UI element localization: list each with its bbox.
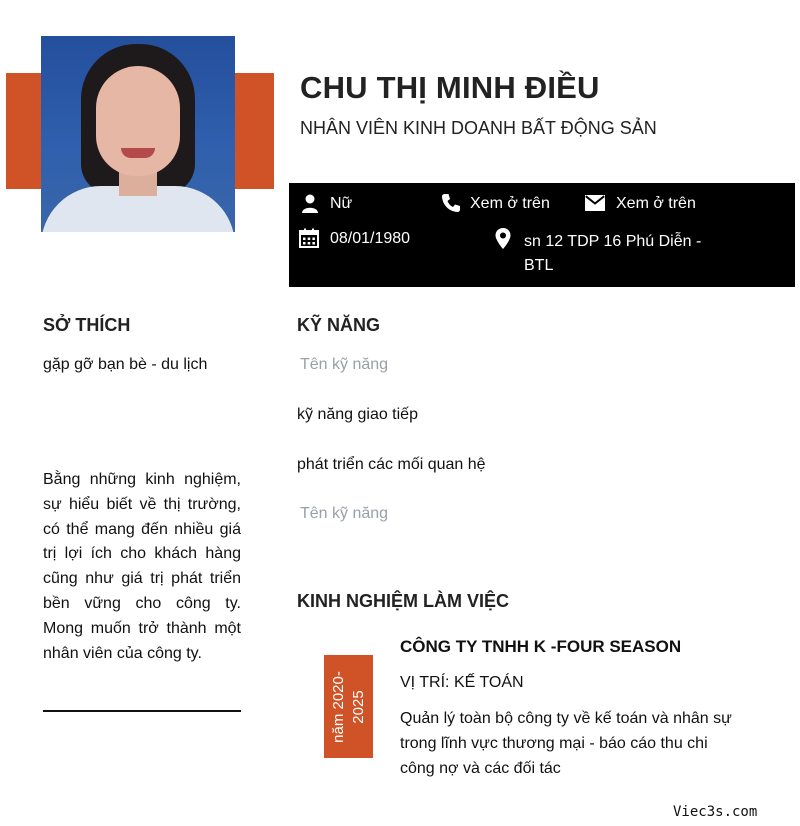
contact-email (585, 195, 696, 213)
user-icon (301, 194, 319, 214)
skill-item: Tên kỹ năng (300, 505, 389, 522)
email-value: Xem ở trên (616, 195, 696, 212)
contact-bar (289, 183, 795, 287)
location-pin-icon (495, 228, 511, 249)
job-description: Quản lý toàn bộ công ty về kế toán và nhân sự trong lĩnh vực thương mại - báo cáo thu chi công nợ và các đối tác (400, 710, 732, 777)
experience-period (324, 655, 373, 758)
phone-icon (441, 193, 461, 213)
job-position: VỊ TRÍ: KẾ TOÁN (400, 674, 524, 691)
contact-phone (441, 193, 550, 213)
skill-item: phát triển các mối quan hệ (297, 456, 486, 473)
period-text (329, 671, 369, 743)
candidate-name: CHU THỊ MINH ĐIỀU (300, 70, 600, 105)
period-line-1: năm 2020- (329, 670, 347, 743)
mail-icon (585, 195, 605, 211)
hobbies-heading: SỞ THÍCH (43, 315, 131, 335)
candidate-title: NHÂN VIÊN KINH DOANH BẤT ĐỘNG SẢN (300, 118, 657, 138)
skill-item: Tên kỹ năng (300, 356, 389, 373)
profile-photo (41, 36, 235, 232)
company-name: CÔNG TY TNHH K -FOUR SEASON (400, 637, 682, 656)
watermark: Viec3s.com (673, 804, 758, 820)
contact-address (495, 228, 701, 278)
address-value (524, 230, 701, 278)
skill-item: kỹ năng giao tiếp (297, 406, 418, 423)
period-line-2: 2025 (349, 689, 367, 724)
gender-value: Nữ (330, 195, 353, 212)
experience-heading: KINH NGHIỆM LÀM VIỆC (297, 591, 510, 611)
career-objective: Bằng những kinh nghiệm, sự hiểu biết về thị trường, có thể mang đến nhiều giá trị lợi ích cho khách hàng cũng như giá trị phát triển bền vững cho công ty. Mong muốn trở thành một nhân viên của công ty. (43, 471, 241, 662)
phone-value: Xem ở trên (470, 195, 550, 212)
contact-gender (301, 194, 352, 214)
divider (43, 710, 241, 712)
address-line-2: BTL (524, 257, 554, 274)
contact-birthdate (299, 228, 410, 248)
hobbies-text: gặp gỡ bạn bè - du lịch (43, 356, 208, 373)
address-line-1: sn 12 TDP 16 Phú Diễn - (524, 233, 702, 250)
skills-heading: KỸ NĂNG (297, 315, 381, 335)
calendar-icon (299, 228, 319, 248)
birthdate-value: 08/01/1980 (330, 230, 411, 247)
